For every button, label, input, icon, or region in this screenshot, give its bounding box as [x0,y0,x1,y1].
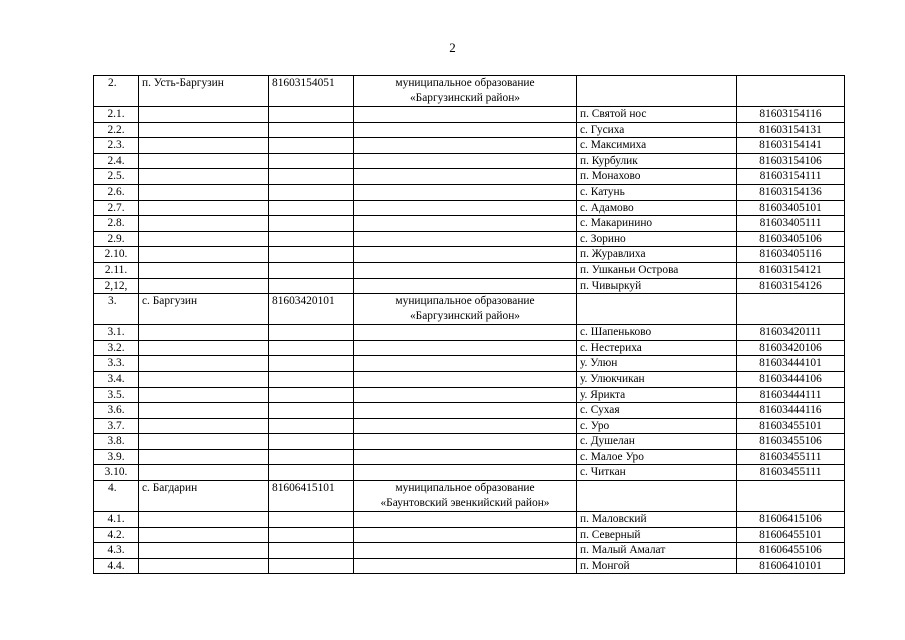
locality-name [139,543,269,559]
locality-code [269,449,354,465]
settlement-code [737,76,845,107]
table-row-district [94,76,845,107]
locality-name [139,403,269,419]
locality-code [269,122,354,138]
locality-name [139,216,269,232]
locality-name [139,107,269,123]
locality-name [139,356,269,372]
locality-name [139,184,269,200]
locality-code [269,216,354,232]
locality-code [269,371,354,387]
settlement-code: 81603405101 [737,200,845,216]
municipal-formation-line: муниципальное образование [395,77,535,89]
row-number: 3.9. [94,449,139,465]
table-row [94,153,845,169]
settlement-code: 81606410101 [737,558,845,574]
settlement-code: 81606455106 [737,543,845,559]
table-row [94,247,845,263]
municipal-formation-line: муниципальное образование [395,295,535,308]
locality-code [269,200,354,216]
municipal-formation [354,527,577,543]
locality-name [139,138,269,154]
locality-name [139,418,269,434]
settlement-name: с. Катунь [577,184,737,200]
locality-code [269,418,354,434]
locality-name [139,231,269,247]
table-row [94,558,845,574]
row-number: 2.7. [94,200,139,216]
locality-name [139,434,269,450]
settlement-code: 81603444116 [737,403,845,419]
settlement-name: п. Курбулик [577,153,737,169]
settlement-code: 81603154131 [737,122,845,138]
locality-name [139,371,269,387]
table-row [94,356,845,372]
table-row [94,262,845,278]
locality-name [139,449,269,465]
settlement-name: п. Святой нос [577,107,737,123]
table-row [94,449,845,465]
locality-code: 81606415101 [269,481,354,512]
row-number: 3. [94,294,139,325]
municipal-formation [354,449,577,465]
settlement-name: у. Ярикта [577,387,737,403]
table-row [94,231,845,247]
settlement-code: 81603455111 [737,449,845,465]
settlement-code: 81603420111 [737,325,845,341]
locality-code: 81603420101 [269,294,354,325]
settlement-code: 81603154136 [737,184,845,200]
settlement-name [577,481,737,512]
settlement-name: п. Монахово [577,169,737,185]
row-number: 2,12, [94,278,139,294]
municipal-formation [354,558,577,574]
settlement-code: 81603405106 [737,231,845,247]
settlement-code: 81606455101 [737,527,845,543]
municipal-formation [354,418,577,434]
settlement-code: 81603420106 [737,340,845,356]
table-row [94,340,845,356]
table-body [94,76,845,574]
settlement-code [737,481,845,512]
municipal-formation [354,371,577,387]
settlement-name: с. Читкан [577,465,737,481]
locality-name: с. Баргузин [139,294,269,325]
locality-name [139,465,269,481]
locality-code [269,107,354,123]
settlement-code: 81603444106 [737,371,845,387]
locality-name [139,153,269,169]
settlement-name: п. Маловский [577,512,737,528]
row-number: 2.10. [94,247,139,263]
settlement-name: п. Малый Амалат [577,543,737,559]
locality-code [269,527,354,543]
locality-code [269,169,354,185]
settlement-code: 81603154106 [737,153,845,169]
row-number: 2.6. [94,184,139,200]
page-number: 2 [449,40,456,55]
settlement-code: 81603154111 [737,169,845,185]
locality-code [269,247,354,263]
municipal-formation [354,216,577,232]
settlement-code: 81603455101 [737,418,845,434]
municipal-formation [354,543,577,559]
table-row [94,371,845,387]
locality-name [139,122,269,138]
settlement-name: с. Адамово [577,200,737,216]
municipal-formation [354,169,577,185]
municipal-formation [354,294,577,325]
municipal-formation [354,403,577,419]
municipal-formation-line: «Баргузинский район» [409,91,520,104]
settlement-name: п. Ушканьи Острова [577,262,737,278]
locality-code [269,558,354,574]
municipal-formation [354,138,577,154]
municipal-formation [354,434,577,450]
municipal-formation [354,200,577,216]
row-number: 2.1. [94,107,139,123]
row-number: 3.8. [94,434,139,450]
settlement-name: с. Малое Уро [577,449,737,465]
table-row [94,543,845,559]
row-number: 4.2. [94,527,139,543]
row-number: 3.4. [94,371,139,387]
table-row [94,434,845,450]
row-number: 4.1. [94,512,139,528]
locality-code [269,278,354,294]
table-row [94,527,845,543]
locality-name [139,247,269,263]
settlement-code: 81603154121 [737,262,845,278]
settlement-code: 81603444111 [737,387,845,403]
locality-name [139,278,269,294]
municipal-formation-line: «Баргузинский район» [409,309,520,322]
table-row [94,512,845,528]
locality-name [139,558,269,574]
municipal-formation [354,387,577,403]
settlement-name: с. Гусиха [577,122,737,138]
municipal-formation [354,465,577,481]
row-number: 3.5. [94,387,139,403]
locality-name [139,340,269,356]
locality-name [139,387,269,403]
locality-name [139,262,269,278]
locality-code [269,184,354,200]
settlement-code: 81603154116 [737,107,845,123]
locality-code [269,138,354,154]
row-number: 2.2. [94,122,139,138]
settlement-code: 81603154141 [737,138,845,154]
table-row [94,387,845,403]
table-row [94,184,845,200]
municipal-formation [354,512,577,528]
municipal-formation [354,481,577,512]
locality-code [269,465,354,481]
settlement-code: 81603154126 [737,278,845,294]
settlement-name [577,294,737,325]
locality-code [269,403,354,419]
municipal-formation [354,122,577,138]
municipal-formation [354,231,577,247]
municipal-formation [354,107,577,123]
locality-code [269,340,354,356]
municipal-formation [354,278,577,294]
settlement-name: п. Северный [577,527,737,543]
settlement-name: у. Улюн [577,356,737,372]
locality-code [269,512,354,528]
settlement-name: с. Шапеньково [577,325,737,341]
locality-code [269,325,354,341]
locality-name: с. Багдарин [139,481,269,512]
locality-code [269,262,354,278]
table-row [94,107,845,123]
settlement-name: у. Улюкчикан [577,371,737,387]
row-number: 2.9. [94,231,139,247]
locality-name [139,512,269,528]
locality-code [269,153,354,169]
row-number: 3.7. [94,418,139,434]
locality-code [269,231,354,247]
locality-code [269,434,354,450]
settlement-name: п. Монгой [577,558,737,574]
settlement-code [737,294,845,325]
row-number: 3.3. [94,356,139,372]
municipal-formation-line: «Баунтовский эвенкийский район» [380,496,550,509]
municipal-formation [354,153,577,169]
municipal-formation-line: муниципальное образование [395,482,535,495]
row-number: 2.4. [94,153,139,169]
locality-name [139,527,269,543]
row-number: 2.3. [94,138,139,154]
municipal-formation [354,76,577,107]
locality-name [139,200,269,216]
locality-name [139,325,269,341]
settlement-name: с. Нестериха [577,340,737,356]
table-row [94,403,845,419]
locality-name [139,169,269,185]
row-number: 2.11. [94,262,139,278]
settlement-name: п. Чивыркуй [577,278,737,294]
settlement-code: 81603455111 [737,465,845,481]
locality-code: 81603154051 [269,76,354,107]
settlement-name: с. Уро [577,418,737,434]
settlements-table [93,75,845,574]
municipal-formation [354,356,577,372]
settlement-code: 81603444101 [737,356,845,372]
municipal-formation [354,184,577,200]
settlement-name: п. Журавлиха [577,247,737,263]
table-row [94,325,845,341]
row-number: 4.4. [94,558,139,574]
table-row-district [94,294,845,325]
table-row [94,418,845,434]
table-row [94,465,845,481]
settlement-name: с. Зорино [577,231,737,247]
settlement-name: с. Максимиха [577,138,737,154]
municipal-formation [354,325,577,341]
locality-code [269,387,354,403]
row-number: 3.6. [94,403,139,419]
row-number: 2.5. [94,169,139,185]
table-row [94,216,845,232]
row-number: 3.10. [94,465,139,481]
settlement-code: 81603405111 [737,216,845,232]
locality-code [269,543,354,559]
municipal-formation [354,262,577,278]
row-number: 2. [94,76,139,107]
table-row [94,138,845,154]
table-row [94,169,845,185]
municipal-formation [354,340,577,356]
settlement-code: 81603405116 [737,247,845,263]
row-number: 3.2. [94,340,139,356]
row-number: 3.1. [94,325,139,341]
municipal-formation [354,247,577,263]
table-row [94,278,845,294]
table-row [94,122,845,138]
table-row [94,200,845,216]
settlement-name: с. Макаринино [577,216,737,232]
settlement-code: 81606415106 [737,512,845,528]
row-number: 4.3. [94,543,139,559]
settlement-name: с. Душелан [577,434,737,450]
locality-code [269,356,354,372]
row-number: 2.8. [94,216,139,232]
settlement-name: с. Сухая [577,403,737,419]
table-row-district [94,481,845,512]
row-number: 4. [94,481,139,512]
settlement-code: 81603455106 [737,434,845,450]
settlement-name [577,76,737,107]
locality-name: п. Усть-Баргузин [139,76,269,107]
